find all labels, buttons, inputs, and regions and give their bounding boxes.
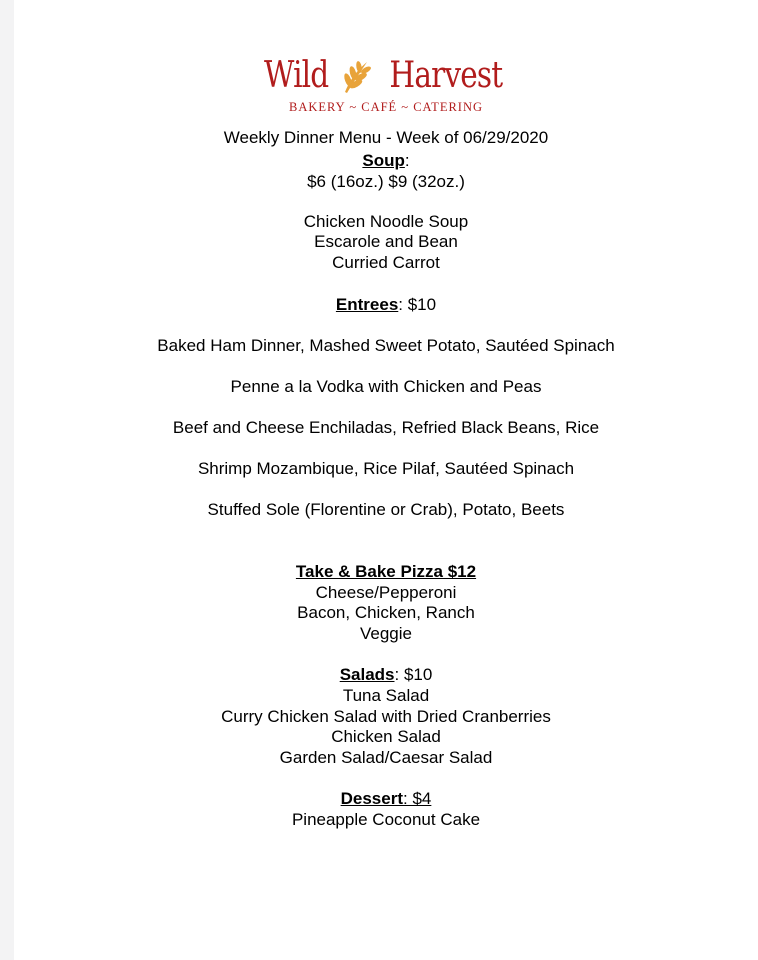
wheat-icon <box>339 58 373 94</box>
salads-heading <box>14 665 758 685</box>
dessert-heading-suffix: : $4 <box>403 789 432 808</box>
salads-heading-label: Salads <box>339 665 395 684</box>
dessert-heading <box>14 789 758 809</box>
logo-wordmark <box>257 54 515 98</box>
pizza-heading <box>14 562 758 582</box>
entree-item: Beef and Cheese Enchiladas, Refried Black Beans, Rice <box>172 418 600 437</box>
soup-item: Escarole and Bean <box>314 232 458 251</box>
pizza-item: Cheese/Pepperoni <box>315 583 457 602</box>
entree-item: Baked Ham Dinner, Mashed Sweet Potato, Sautéed Spinach <box>157 336 615 355</box>
menu-title: Weekly Dinner Menu - Week of 06/29/2020 <box>223 128 549 147</box>
wild-harvest-logo <box>14 54 758 115</box>
logo-tagline: BAKERY ~ CAFÉ ~ CATERING <box>288 100 484 114</box>
pizza-heading-label: Take & Bake Pizza $12 <box>295 562 477 581</box>
pizza-item: Veggie <box>360 624 412 643</box>
pizza-item: Bacon, Chicken, Ranch <box>297 603 475 622</box>
logo-word-wild: Wild <box>263 55 329 96</box>
salad-item: Tuna Salad <box>342 686 430 705</box>
entree-item: Stuffed Sole (Florentine or Crab), Potato, Beets <box>207 500 565 519</box>
soup-item: Curried Carrot <box>332 253 440 272</box>
entree-item: Shrimp Mozambique, Rice Pilaf, Sautéed Spinach <box>197 459 575 478</box>
dessert-heading-label: Dessert <box>340 789 403 808</box>
menu-page <box>14 0 758 960</box>
dessert-item: Pineapple Coconut Cake <box>291 810 481 829</box>
entrees-heading-suffix: : $10 <box>398 295 437 314</box>
salad-item: Chicken Salad <box>331 727 441 746</box>
soup-heading-label: Soup <box>362 151 405 170</box>
soup-item: Chicken Noodle Soup <box>303 212 469 231</box>
logo-word-harvest: Harvest <box>389 55 503 96</box>
entrees-heading-label: Entrees <box>335 295 399 314</box>
soup-heading-suffix: : <box>404 151 410 170</box>
salad-item: Garden Salad/Caesar Salad <box>279 748 493 767</box>
salads-heading-suffix: : $10 <box>394 665 433 684</box>
soup-price: $6 (16oz.) $9 (32oz.) <box>307 172 465 191</box>
entree-item: Penne a la Vodka with Chicken and Peas <box>230 377 542 396</box>
salad-item: Curry Chicken Salad with Dried Cranberries <box>221 707 551 726</box>
entrees-heading <box>14 295 758 315</box>
soup-heading <box>14 151 758 171</box>
